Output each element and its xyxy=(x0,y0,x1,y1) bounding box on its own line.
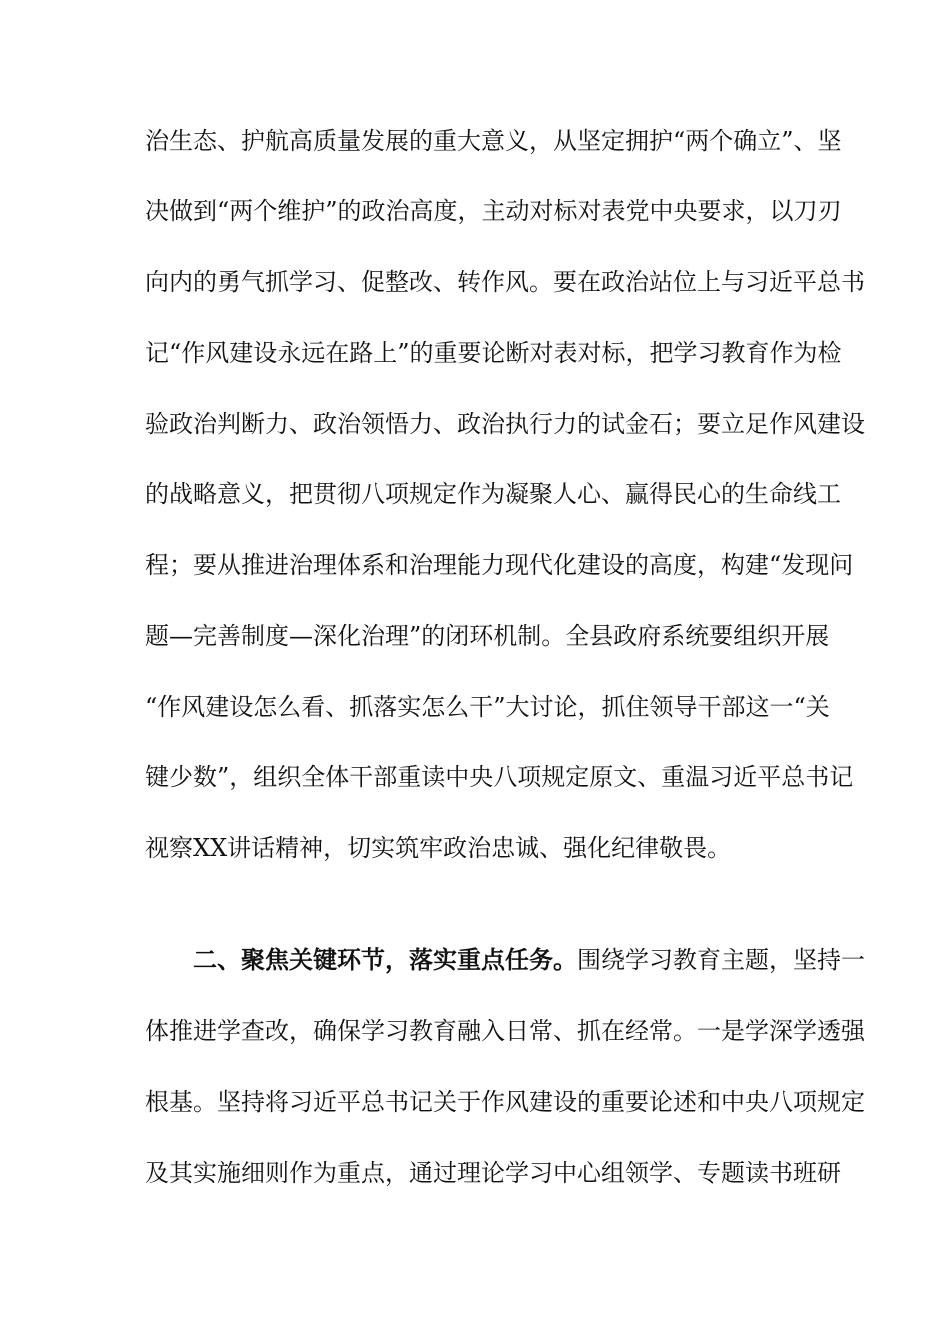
paragraph-line: “作风建设怎么看、抓落实怎么干”大讨论，抓住领导干部这一“关 xyxy=(145,693,830,721)
paragraph-line: 程；要从推进治理体系和治理能力现代化建设的高度，构建“发现问 xyxy=(145,551,854,579)
paragraph-line: 验政治判断力、政治领悟力、政治执行力的试金石；要立足作风建设 xyxy=(145,410,865,438)
paragraph-line: 的战略意义，把贯彻八项规定作为凝聚人心、赢得民心的生命线工 xyxy=(145,480,841,508)
section-heading: 二、聚焦关键环节，落实重点任务。 xyxy=(193,946,577,974)
paragraph-line: 根基。坚持将习近平总书记关于作风建设的重要论述和中央八项规定 xyxy=(145,1088,865,1116)
paragraph-line: 及其实施细则作为重点，通过理论学习中心组领学、专题读书班研 xyxy=(145,1159,841,1187)
paragraph-line: 题—完善制度—深化治理”的闭环机制。全县政府系统要组织开展 xyxy=(145,622,830,650)
paragraph-line: 记“作风建设永远在路上”的重要论断对表对标，把学习教育作为检 xyxy=(145,339,842,367)
section-heading-continuation: 围绕学习教育主题，坚持一 xyxy=(577,946,865,974)
section-heading-line xyxy=(193,940,865,980)
paragraph-line: 体推进学查改，确保学习教育融入日常、抓在经常。一是学深学透强 xyxy=(145,1017,865,1045)
paragraph-line: 决做到“两个维护”的政治高度，主动对标对表党中央要求，以刀刃 xyxy=(145,197,842,225)
paragraph-line: 向内的勇气抓学习、促整改、转作风。要在政治站位上与习近平总书 xyxy=(145,268,865,296)
paragraph-line: 视察XX讲话精神，切实筑牢政治忠诚、强化纪律敬畏。 xyxy=(145,834,732,862)
paragraph-line: 治生态、护航高质量发展的重大意义，从坚定拥护“两个确立”、坚 xyxy=(145,127,842,155)
paragraph-line: 键少数”，组织全体干部重读中央八项规定原文、重温习近平总书记 xyxy=(145,763,854,791)
